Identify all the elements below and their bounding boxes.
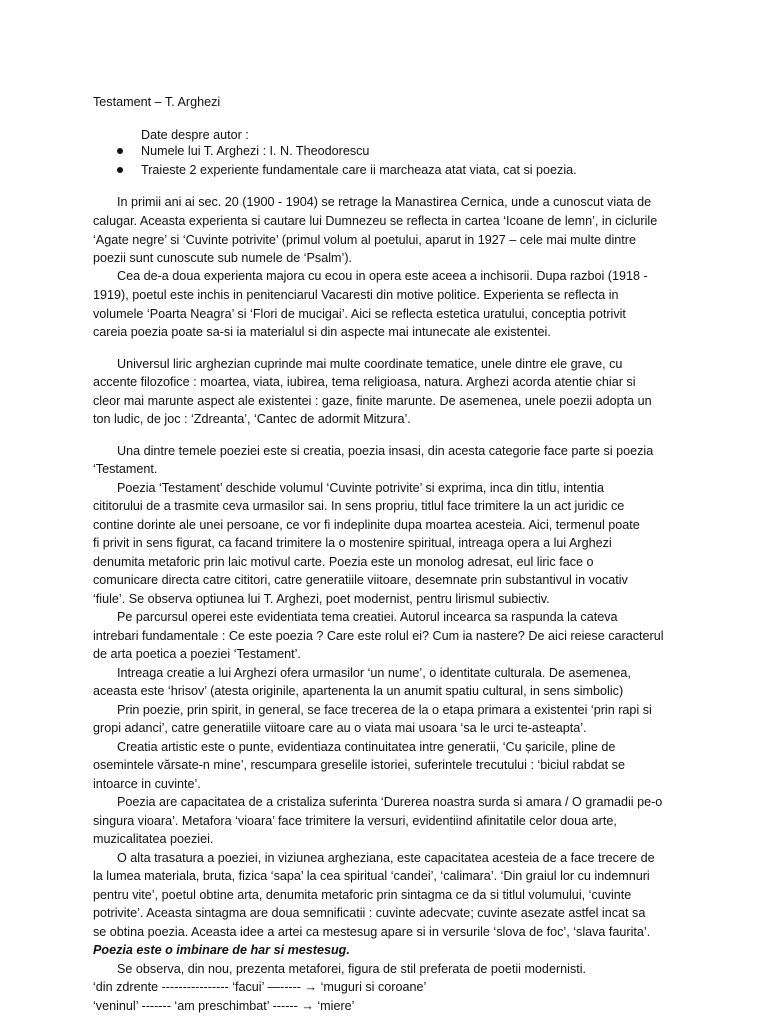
- text-line: fi privit in sens figurat, ca facand trimitere la o mostenire spiritual, intreaga opera a lui Arghezi: [93, 536, 612, 550]
- text-line: Se observa, din nou, prezenta metaforei, figura de stil preferata de poetii modernisti.: [117, 962, 587, 976]
- text-line: Cea de-a doua experienta majora cu ecou in opera este aceea a inchisorii. Dupa razboi (1918 -: [117, 269, 648, 283]
- text-line: In primii ani ai sec. 20 (1900 - 1904) se retrage la Manastirea Cernica, unde a cunoscut viata de: [117, 195, 652, 209]
- text-line: muzicalitatea poeziei.: [93, 832, 214, 846]
- metaphor-line-1: ‘din zdrente ---------------- ‘facui’ —----- → ‘muguri si coroane’: [93, 980, 427, 994]
- text-line: Pe parcursul operei este evidentiata tema creatiei. Autorul incearca sa raspunda la cateva: [117, 610, 618, 624]
- text-line: Creatia artistic este o punte, evidentiaza continuitatea intre generatii, ‘Cu șaricile, pline de: [117, 740, 616, 754]
- text-line: ‘Testament.: [93, 462, 158, 476]
- author-section-heading: Date despre autor :: [141, 128, 249, 142]
- text-line: cititorului de a trasmite ceva urmasilor sai. In sens propriu, titlul face trimitere la un act juridic ce: [93, 499, 625, 513]
- text-line: ‘fiule’. Se observa optiunea lui T. Arghezi, poet modernist, pentru lirismul subiectiv.: [93, 592, 550, 606]
- author-bullet-2: Traieste 2 experiente fundamentale care ii marcheaza atat viata, cat si poezia.: [141, 163, 577, 177]
- text-line: Prin poezie, prin spirit, in general, se face trecerea de la o etapa primara a existentei ‘prin rapi si: [117, 703, 652, 717]
- text-line: denumita metaforic prin laic motivul carte. Poezia este un monolog adresat, eul liric face o: [93, 555, 594, 569]
- text-line: ton ludic, de joc : ‘Zdreanta’, ‘Cantec de adormit Mitzura’.: [93, 412, 411, 426]
- text-line: intoarce in cuvinte’.: [93, 777, 201, 791]
- text-line: careia poezia poate sa-si ia materialul si din aspecte mai intunecate ale existentei.: [93, 325, 551, 339]
- text-line: osemintele vărsate-n mine’, rescumpara greselile istoriei, suferintele trecutului : ‘biciul rabdat se: [93, 758, 625, 772]
- text-line: se obtina poezia. Aceasta idee a artei ca mestesug apare si in versurile ‘slova de foc’, ‘slava faurita’.: [93, 925, 651, 939]
- text-line: singura vioara’. Metafora ‘vioara’ face trimitere la versuri, evidentiind afinitatile celor doua arte,: [93, 814, 617, 828]
- text-line: 1919), poetul este inchis in penitenciarul Vacaresti din motive politice. Experienta se reflecta in: [93, 288, 619, 302]
- text-line: Universul liric arghezian cuprinde mai multe coordinate tematice, unele dintre ele grave, cu: [117, 357, 623, 371]
- text-line: contine dorinte ale unei persoane, ce vor fi indeplinite dupa moartea acesteia. Aici, termenul poate: [93, 518, 640, 532]
- text-line: cleor mai marunte aspect ale existentei : gaze, finite marunte. De asemenea, unele poezii adopta un: [93, 394, 652, 408]
- bullet-dot-icon: [117, 167, 123, 173]
- text-line: ‘Agate negre’ si ‘Cuvinte potrivite’ (primul volum al poetului, aparut in 1927 – cele mai multe dintre: [93, 233, 636, 247]
- text-line: intrebari fundamentale : Ce este poezia ? Care este rolul ei? Cum ia nastere? De aici reiese caracterul: [93, 629, 664, 643]
- text-line: potrivite’. Aceasta sintagma are doua semnificatii : cuvinte adecvate; cuvinte asezate astfel incat sa: [93, 906, 646, 920]
- text-line: pentru vite’, poetul obtine arta, denumita metaforic prin sintagma ce da si titlul volumului, ‘cuvinte: [93, 888, 632, 902]
- author-bullet-1: Numele lui T. Arghezi : I. N. Theodorescu: [141, 144, 370, 158]
- text-line: calugar. Aceasta experienta si cautare lui Dumnezeu se reflecta in cartea ‘Icoane de lemn’, in ciclurile: [93, 214, 658, 228]
- text-line: Intreaga creatie a lui Arghezi ofera urmasilor ‘un nume’, o identitate culturala. De asemenea,: [117, 666, 631, 680]
- text-line: accente filozofice : moartea, viata, iubirea, tema religioasa, natura. Arghezi acorda atentie chiar si: [93, 375, 636, 389]
- text-line: poezii sunt cunoscute sub numele de ‘Psalm’).: [93, 251, 353, 265]
- text-line: la lumea materiala, bruta, fizica ‘sapa’ la cea spiritual ‘candei’, ‘calimara’. ‘Din graiul lor cu indemnuri: [93, 869, 650, 883]
- text-line: de arta poetica a poeziei ‘Testament’.: [93, 647, 301, 661]
- text-line: Una dintre temele poeziei este si creatia, poezia insasi, din acesta categorie face parte si poezia: [117, 444, 654, 458]
- text-line: O alta trasatura a poeziei, in viziunea argheziana, este capacitatea acesteia de a face trecere de: [117, 851, 655, 865]
- document-title: Testament – T. Arghezi: [93, 95, 221, 109]
- text-line: gropi adanci’, catre generatiile viitoare care au o viata mai usoara ‘sa le urci te-asteapta’.: [93, 721, 587, 735]
- text-line: aceasta este ‘hrisov’ (atesta originile, apartenenta la un anumit spatiu cultural, in sens simbolic): [93, 684, 624, 698]
- bullet-dot-icon: [117, 148, 123, 154]
- text-line: volumele ‘Poarta Neagra’ si ‘Flori de mucigai’. Aici se reflecta estetica uratului, conceptia potrivit: [93, 307, 626, 321]
- text-line: comunicare directa catre cititori, catre generatiile viitoare, desemnate prin substantivul in vocativ: [93, 573, 628, 587]
- text-line: Poezia are capacitatea de a cristaliza suferinta ‘Durerea noastra surda si amara / O gramadii pe-o: [117, 795, 663, 809]
- text-line-emphasis: Poezia este o imbinare de har si mestesug.: [93, 943, 350, 957]
- metaphor-line-2: ‘veninul’ ------- ‘am preschimbat’ ------ → ‘miere’: [93, 999, 355, 1013]
- text-line: Poezia ‘Testament’ deschide volumul ‘Cuvinte potrivite’ si exprima, inca din titlu, intentia: [117, 481, 604, 495]
